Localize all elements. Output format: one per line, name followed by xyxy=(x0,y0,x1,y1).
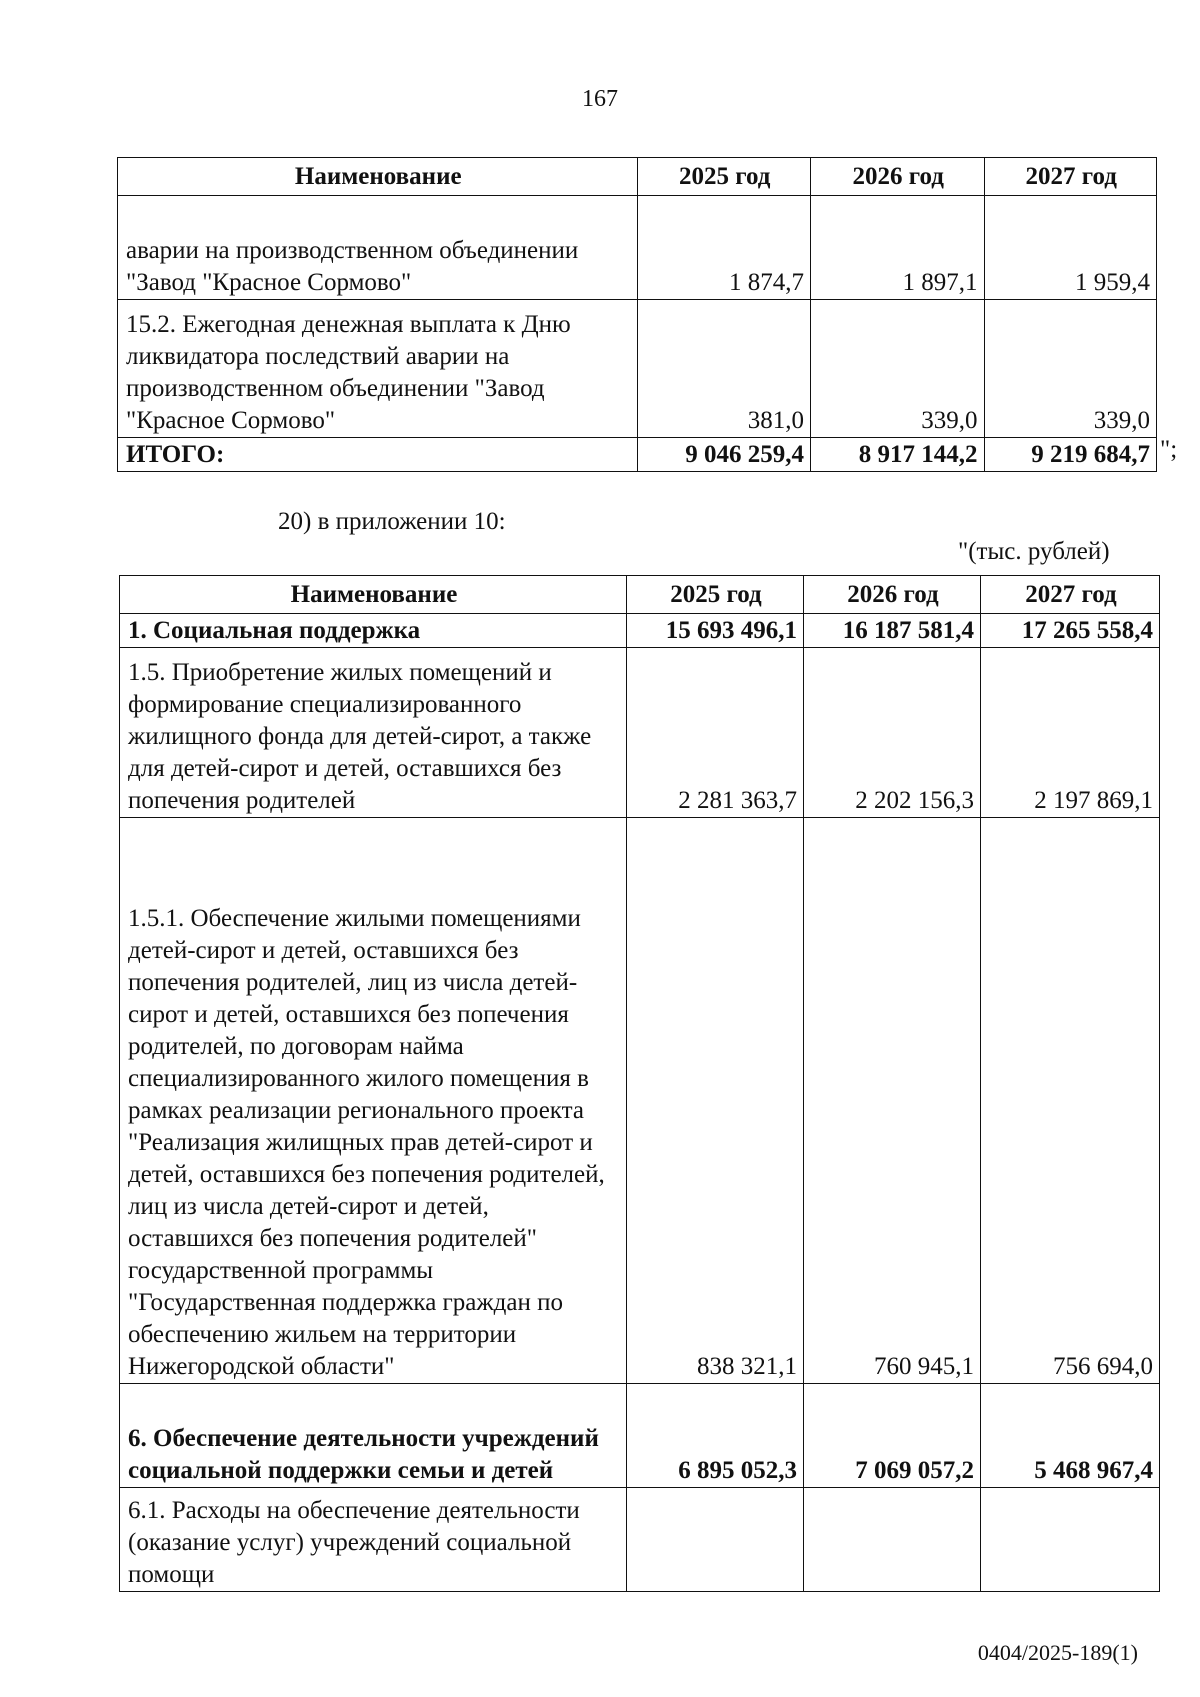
total-2027: 9 219 684,7 xyxy=(984,438,1157,472)
total-2025: 9 046 259,4 xyxy=(637,438,811,472)
value-2026: 16 187 581,4 xyxy=(804,614,981,648)
value-2026: 2 202 156,3 xyxy=(804,648,981,818)
column-header-2026: 2026 год xyxy=(811,158,985,196)
row-name: 6.1. Расходы на обеспечение деятельности (оказание услуг) учреждений социальной помощи xyxy=(120,1488,627,1592)
value-2026: 7 069 057,2 xyxy=(804,1384,981,1488)
document-code: 0404/2025-189(1) xyxy=(977,1640,1138,1665)
value-2025: 2 281 363,7 xyxy=(627,648,804,818)
page-number: 167 xyxy=(582,86,618,112)
table-row xyxy=(120,1384,1160,1488)
value-2026: 760 945,1 xyxy=(804,818,981,1384)
table-row xyxy=(120,648,1160,818)
column-header-2027: 2027 год xyxy=(984,158,1157,196)
value-2026 xyxy=(804,1488,981,1592)
table-row xyxy=(118,196,1157,300)
value-2025 xyxy=(627,1488,804,1592)
table-row xyxy=(120,818,1160,1384)
section-intro: 20) в приложении 10: xyxy=(278,508,506,535)
value-2026: 339,0 xyxy=(811,300,985,438)
column-header-2027: 2027 год xyxy=(981,576,1160,614)
value-2027: 339,0 xyxy=(984,300,1157,438)
total-2026: 8 917 144,2 xyxy=(811,438,985,472)
units-label: "(тыс. рублей) xyxy=(958,538,1110,565)
row-name: 15.2. Ежегодная денежная выплата к Дню ликвидатора последствий аварии на производственном объединении "Завод "Красное Сормово" xyxy=(118,300,638,438)
value-2027: 17 265 558,4 xyxy=(981,614,1160,648)
value-2027: 5 468 967,4 xyxy=(981,1384,1160,1488)
value-2027 xyxy=(981,1488,1160,1592)
budget-table-continuation xyxy=(117,157,1157,472)
column-header-name: Наименование xyxy=(120,576,627,614)
value-2025: 15 693 496,1 xyxy=(627,614,804,648)
row-name: 1. Социальная поддержка xyxy=(120,614,627,648)
value-2027: 2 197 869,1 xyxy=(981,648,1160,818)
table-row xyxy=(118,300,1157,438)
value-2026: 1 897,1 xyxy=(811,196,985,300)
value-2027: 756 694,0 xyxy=(981,818,1160,1384)
value-2027: 1 959,4 xyxy=(984,196,1157,300)
closing-quote: "; xyxy=(1160,436,1178,463)
total-label: ИТОГО: xyxy=(118,438,638,472)
column-header-2026: 2026 год xyxy=(804,576,981,614)
budget-table-appendix-10 xyxy=(119,575,1160,1592)
value-2025: 1 874,7 xyxy=(637,196,811,300)
row-name: 1.5.1. Обеспечение жилыми помещениями детей-сирот и детей, оставшихся без попечения родителей, лиц из числа детей-сирот и детей, оставшихся без попечения родителей, по договорам найма специализированного жилого помещения в рамках реализации регионального проекта "Реализация жилищных прав детей-сирот и детей, оставшихся без попечения родителей, лиц из числа детей-сирот и детей, оставшихся без попечения родителей" государственной программы "Государственная поддержка граждан по обеспечению жильем на территории Нижегородской области" xyxy=(120,818,627,1384)
column-header-2025: 2025 год xyxy=(627,576,804,614)
total-row xyxy=(118,438,1157,472)
table-row xyxy=(120,614,1160,648)
row-name: 1.5. Приобретение жилых помещений и формирование специализированного жилищного фонда для детей-сирот, а также для детей-сирот и детей, оставшихся без попечения родителей xyxy=(120,648,627,818)
table-row xyxy=(120,1488,1160,1592)
value-2025: 6 895 052,3 xyxy=(627,1384,804,1488)
row-name: аварии на производственном объединении "Завод "Красное Сормово" xyxy=(118,196,638,300)
row-name: 6. Обеспечение деятельности учреждений социальной поддержки семьи и детей xyxy=(120,1384,627,1488)
value-2025: 381,0 xyxy=(637,300,811,438)
value-2025: 838 321,1 xyxy=(627,818,804,1384)
column-header-name: Наименование xyxy=(118,158,638,196)
column-header-2025: 2025 год xyxy=(637,158,811,196)
